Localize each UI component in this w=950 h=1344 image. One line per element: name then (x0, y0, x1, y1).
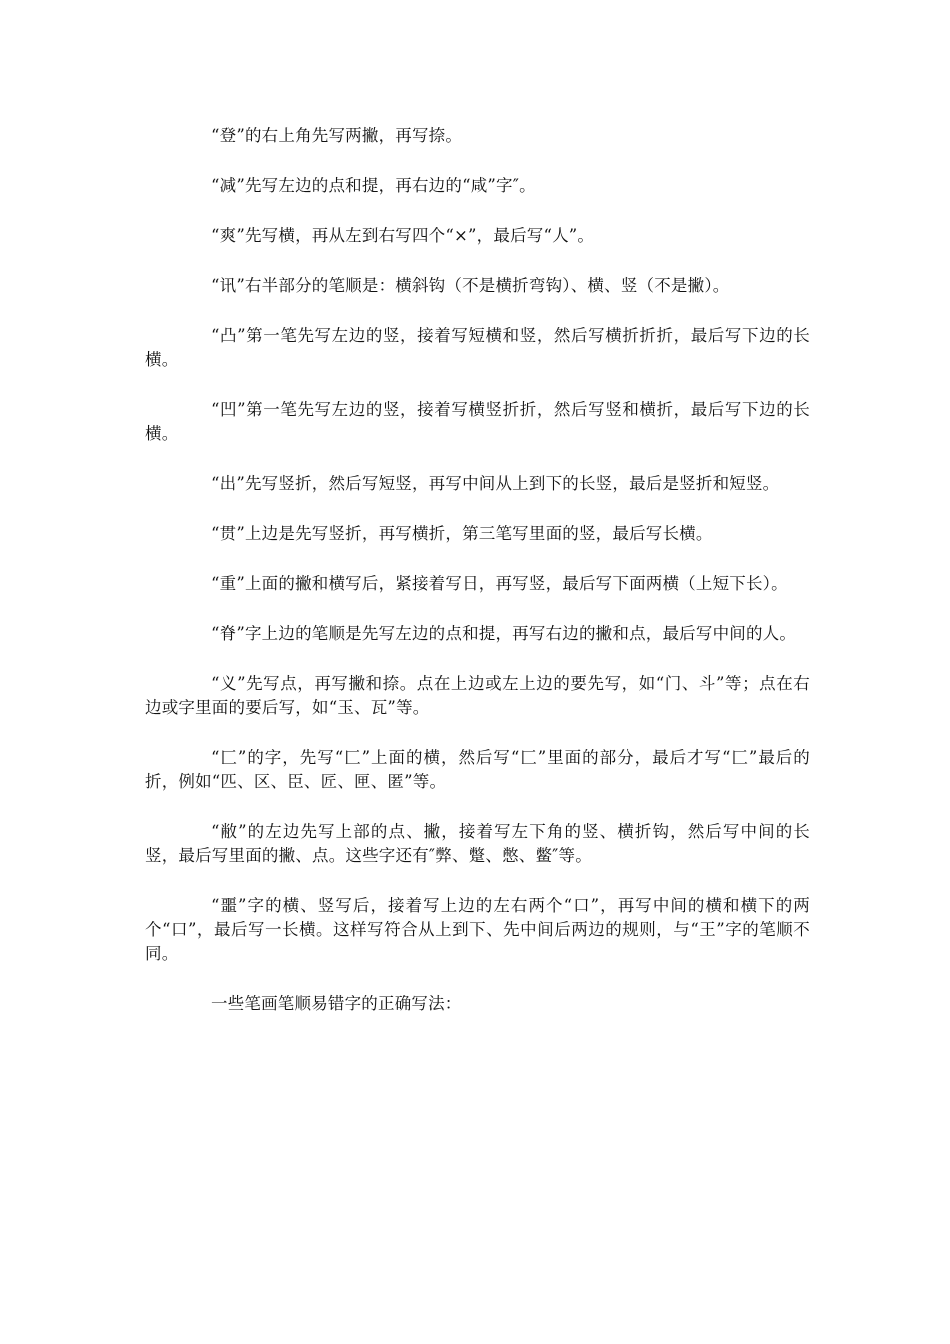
paragraph-1: “登”的右上角先写两撇，再写捺。 (211, 126, 463, 145)
paragraph-8: “贯”上边是先写竖折，再写横折，第三笔写里面的竖，最后写长横。 (211, 524, 713, 543)
paragraph-3: “爽”先写横，再从左到右写四个“×”，最后写“人”。 (211, 226, 595, 245)
paragraph-5: “凸”第一笔先写左边的竖，接着写短横和竖，然后写横折折折，最后写下边的长横。 (145, 326, 810, 369)
document-body (145, 124, 810, 1016)
paragraph-11: “义”先写点，再写撇和捺。点在上边或左上边的要先写，如“门、斗”等；点在右边或字里面的要后写，如“玉、瓦”等。 (145, 674, 810, 717)
paragraph-2: “减”先写左边的点和提，再右边的“咸”字″。 (211, 176, 536, 195)
paragraph-9: “重”上面的撇和横写后，紧接着写日，再写竖，最后写下面两横（上短下长）。 (211, 574, 788, 593)
paragraph-15: 一些笔画笔顺易错字的正确写法： (211, 994, 462, 1013)
paragraph-12: “匚”的字，先写“匚”上面的横，然后写“匚”里面的部分，最后才写“匚”最后的折，例如“匹、区、臣、匠、匣、匿”等。 (145, 748, 810, 791)
paragraph-6: “凹”第一笔先写左边的竖，接着写横竖折折，然后写竖和横折，最后写下边的长横。 (145, 400, 810, 443)
paragraph-13: “敝”的左边先写上部的点、撇，接着写左下角的竖、横折钩，然后写中间的长竖，最后写里面的撇、点。这些字还有″弊、蹩、憋、鳖″等。 (145, 822, 810, 865)
paragraph-14: “噩”字的横、竖写后，接着写上边的左右两个“口”，再写中间的横和横下的两个“口”，最后写一长横。这样写符合从上到下、先中间后两边的规则，与“王”字的笔顺不同。 (145, 896, 810, 963)
paragraph-7: “出”先写竖折，然后写短竖，再写中间从上到下的长竖，最后是竖折和短竖。 (211, 474, 780, 493)
paragraph-10: “脊”字上边的笔顺是先写左边的点和提，再写右边的撇和点，最后写中间的人。 (211, 624, 797, 643)
paragraph-4: “讯”右半部分的笔顺是：横斜钩（不是横折弯钩）、横、竖（不是撇）。 (211, 276, 730, 295)
